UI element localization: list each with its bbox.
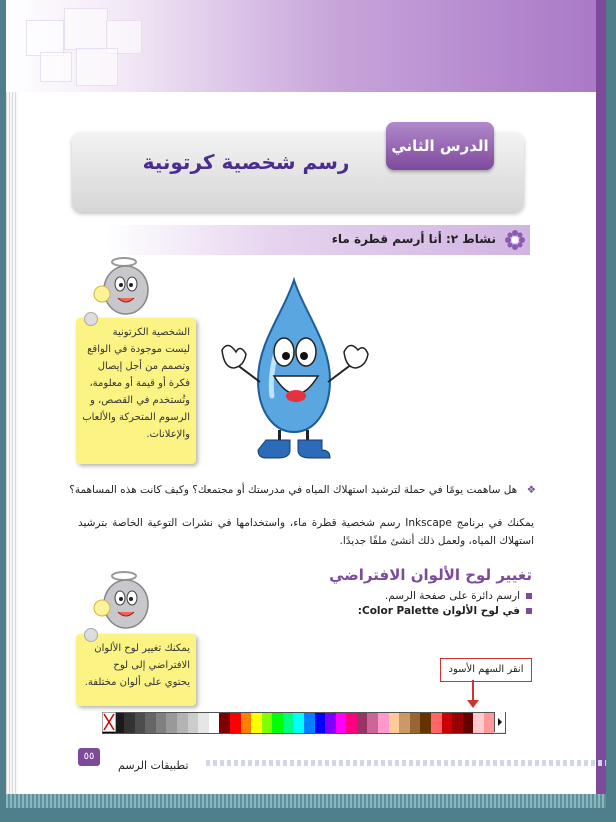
- palette-swatch[interactable]: [346, 713, 357, 733]
- info-note-palette: [76, 634, 196, 706]
- water-drop-character-icon: [206, 272, 376, 462]
- note-line: وتصمم من أجل إيصال: [97, 361, 190, 372]
- palette-swatch[interactable]: [219, 713, 230, 733]
- note-line: والإعلانات.: [146, 429, 190, 440]
- color-palette[interactable]: [102, 712, 506, 734]
- square-bullet-icon: [526, 608, 532, 614]
- palette-swatch[interactable]: [410, 713, 421, 733]
- activity-title: نشاط ٢: أنا أرسم قطرة ماء: [331, 232, 496, 246]
- palette-swatch[interactable]: [473, 713, 484, 733]
- palette-swatch[interactable]: [442, 713, 453, 733]
- palette-swatch[interactable]: [272, 713, 283, 733]
- palette-swatch[interactable]: [367, 713, 378, 733]
- palette-swatch[interactable]: [336, 713, 347, 733]
- list-item: ارسم دائرة على صفحة الرسم.: [306, 590, 532, 602]
- right-edge: [596, 0, 606, 808]
- mouse-mascot-icon: [90, 254, 158, 318]
- note-line: يحتوي على ألوان مختلفة.: [84, 677, 190, 688]
- palette-swatch[interactable]: [463, 713, 474, 733]
- list-item: في لوح الألوان Color Palette:: [306, 605, 532, 617]
- lesson-title: رسم شخصية كرتونية: [142, 150, 350, 174]
- note-line: الشخصية الكرتونية: [112, 327, 190, 338]
- palette-swatch[interactable]: [484, 713, 495, 733]
- palette-swatch[interactable]: [357, 713, 368, 733]
- note-line: الافتراضي إلى لوح: [113, 660, 190, 671]
- palette-swatch[interactable]: [315, 713, 326, 733]
- palette-swatch[interactable]: [431, 713, 442, 733]
- info-note-cartoon: [76, 318, 196, 464]
- flower-icon: [504, 229, 526, 251]
- palette-swatch[interactable]: [251, 713, 262, 733]
- callout-arrow-head: [467, 700, 479, 708]
- book-bottom-edge: [6, 794, 606, 808]
- activity-bar: [106, 225, 530, 255]
- palette-swatch[interactable]: [378, 713, 389, 733]
- palette-swatch[interactable]: [420, 713, 431, 733]
- palette-swatch[interactable]: [156, 713, 167, 733]
- palette-swatch[interactable]: [283, 713, 294, 733]
- palette-swatch[interactable]: [166, 713, 177, 733]
- book-title: تطبيقات الرسم: [118, 759, 189, 772]
- section-heading: تغيير لوح الألوان الافتراضي: [329, 566, 532, 584]
- callout-label: انقر السهم الأسود: [440, 658, 532, 682]
- note-line: وتُستخدم في القصص، و: [90, 395, 190, 406]
- callout-arrow: [472, 680, 474, 702]
- palette-swatch[interactable]: [293, 713, 304, 733]
- note-line: فكرة أو قيمة أو معلومة،: [89, 378, 190, 389]
- note-line: الرسوم المتحركة والألعاب: [82, 412, 190, 423]
- square-bullet-icon: [526, 593, 532, 599]
- note-line: يمكنك تغيير لوح الألوان: [94, 643, 190, 654]
- palette-swatch[interactable]: [124, 713, 135, 733]
- diamond-bullet-icon: ❖: [526, 484, 536, 496]
- no-color-icon[interactable]: [102, 712, 116, 732]
- palette-swatch[interactable]: [198, 713, 209, 733]
- palette-swatch[interactable]: [145, 713, 156, 733]
- palette-swatch[interactable]: [399, 713, 410, 733]
- palette-swatch[interactable]: [230, 713, 241, 733]
- palette-menu-arrow-icon[interactable]: [494, 712, 505, 732]
- question-text: [69, 484, 536, 496]
- note-line: ليست موجودة في الواقع: [87, 344, 190, 355]
- palette-swatch[interactable]: [304, 713, 315, 733]
- palette-swatch[interactable]: [135, 713, 146, 733]
- palette-swatch[interactable]: [188, 713, 199, 733]
- palette-swatch[interactable]: [177, 713, 188, 733]
- mouse-mascot-icon: [90, 568, 158, 632]
- book-edge: [6, 0, 18, 808]
- palette-swatch[interactable]: [325, 713, 336, 733]
- palette-swatch[interactable]: [209, 713, 220, 733]
- palette-swatch[interactable]: [262, 713, 273, 733]
- page: [6, 0, 606, 808]
- instruction-paragraph: يمكنك في برنامج Inkscape رسم شخصية قطرة ماء، واستخدامها في نشرات التوعية الخاصة بترشيد استهلاك المياه، ولعمل ذلك أنشئ ملفًا جديدًا.: [78, 517, 534, 547]
- page-number: ٥٥: [78, 748, 100, 766]
- palette-swatch[interactable]: [389, 713, 400, 733]
- question-content: هل ساهمت يومًا في حملة لترشيد استهلاك المياه في مدرستك أو مجتمعك؟ وكيف كانت هذه المساهمة؟: [69, 484, 518, 496]
- footer-dotted-line: [206, 760, 606, 766]
- top-banner: [6, 0, 606, 92]
- lesson-tab: الدرس الثاني: [386, 122, 494, 170]
- palette-swatch[interactable]: [452, 713, 463, 733]
- section-bullets: [306, 590, 532, 620]
- palette-swatch[interactable]: [241, 713, 252, 733]
